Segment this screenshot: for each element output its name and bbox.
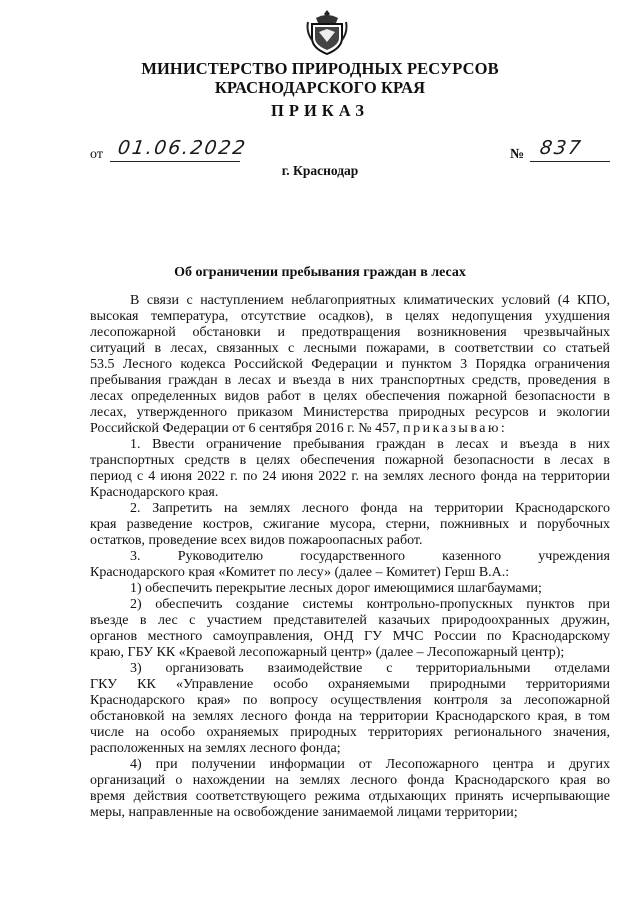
body-line: ГКУ КК «Управление особо охраняемыми природными территориями	[90, 677, 610, 692]
body-line: краю, ГБУ КК «Краевой лесопожарный центр» (далее – Лесопожарный центр);	[90, 645, 565, 660]
document-type: ПРИКАЗ	[271, 101, 369, 120]
body-line: остатков, проведение всех видов пожароопасных работ.	[90, 533, 423, 548]
body-line: высокая температура, отсутствие осадков), в целях недопущения ухудшения	[90, 309, 610, 324]
body-line: Краснодарского края.	[90, 485, 219, 500]
body-line: лесах, утвержденного приказом Министерства природных ресурсов и экологии	[90, 405, 610, 420]
subclause-1: 1) обеспечить перекрытие лесных дорог имеющимися шлагбаумами;	[130, 581, 542, 596]
number-underline	[530, 161, 610, 162]
body-line: период с 4 июня 2022 г. по 24 июня 2022 г. на землях лесного фонда на территории	[90, 469, 610, 484]
subclause-3: 3) организовать взаимодействие с территориальными отделами	[130, 661, 610, 676]
body-line	[90, 421, 610, 437]
order-keyword: приказываю:	[403, 421, 508, 436]
body-line: организаций о нахождении на землях лесного фонда Краснодарского края во	[90, 773, 610, 788]
body-line: транспортных средств в целях обеспечения пожарной безопасности в лесах в	[90, 453, 610, 468]
body-line: въезде в лес с участием представителей казачьих природоохранных дружин,	[90, 613, 610, 628]
clause-1: 1. Ввести ограничение пребывания граждан в лесах и въезда в них	[130, 437, 610, 452]
handwritten-date: 01.06.2022	[116, 137, 249, 159]
body-line: органов местного самоуправления, ОНД ГУ МЧС России по Краснодарскому	[90, 629, 610, 644]
body-line: лесах определенных видов работ в целях обеспечения пожарной безопасности в	[90, 389, 610, 404]
body-line: время действия соответствующего режима отдыхающих принять исчерпывающие	[90, 789, 610, 804]
clause-3: 3. Руководителю государственного казенного учреждения	[130, 549, 610, 564]
body-line: расположенных на землях лесного фонда;	[90, 741, 341, 756]
body-line: меры, направленные на освобождение занимаемой лицами территории;	[90, 805, 518, 820]
body-line: числе на особо охраняемых природных территориях регионального значения,	[90, 725, 610, 740]
body-line: обстановкой на землях лесного фонда на территории Краснодарского края, в том	[90, 709, 610, 724]
number-label: №	[510, 147, 525, 162]
clause-2: 2. Запретить на землях лесного фонда на территории Краснодарского	[130, 501, 610, 516]
document-subject: Об ограничении пребывания граждан в лесах	[174, 265, 466, 280]
subclause-4: 4) при получении информации от Лесопожарного центра и других	[130, 757, 610, 772]
body-line-text: Российской Федерации от 6 сентября 2016 г. № 457,	[90, 421, 400, 436]
date-underline	[110, 161, 240, 162]
body-line: Краснодарского края «Комитет по лесу» (далее – Комитет) Герш В.А.:	[90, 565, 510, 580]
ministry-name-line1: МИНИСТЕРСТВО ПРИРОДНЫХ РЕСУРСОВ	[141, 59, 499, 78]
subclause-2: 2) обеспечить создание системы контрольно-пропускных пунктов при	[130, 597, 610, 612]
body-line: Краснодарского края» по вопросу осуществления контроля за лесопожарной	[90, 693, 610, 708]
body-line: пребывания граждан в лесах и въезда в них транспортных средств, проведения в	[90, 373, 610, 388]
date-label: от	[90, 147, 103, 162]
handwritten-number: 837	[538, 137, 584, 159]
body-line: 53.5 Лесного кодекса Российской Федерации и пунктом 3 Порядка ограничения	[90, 357, 610, 372]
body-line: лесопожарной обстановки и предотвращения возникновения чрезвычайных	[90, 325, 610, 340]
body-line: ситуаций в лесах, связанных с лесными пожарами, в соответствии со статьей	[90, 341, 610, 356]
city: г. Краснодар	[281, 163, 359, 178]
ministry-name-line2: КРАСНОДАРСКОГО КРАЯ	[214, 78, 426, 97]
body-line: В связи с наступлением неблагоприятных климатических условий (4 КПО,	[130, 293, 610, 308]
krasnodar-coat-of-arms-icon	[306, 8, 348, 56]
body-line: края разведение костров, сжигание мусора, стерни, пожнивных и порубочных	[90, 517, 610, 532]
